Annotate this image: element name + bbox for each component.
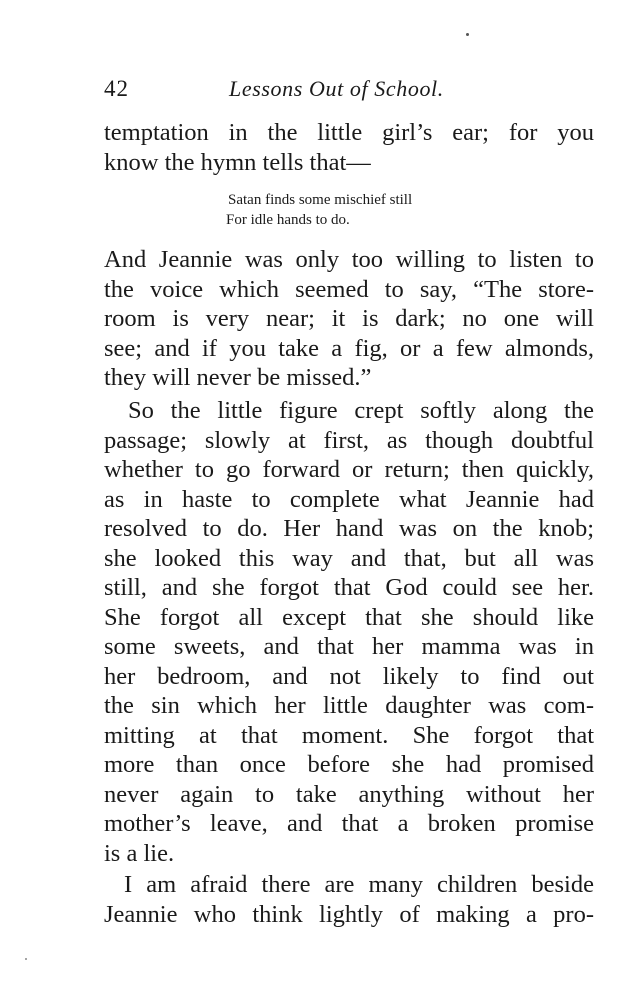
- text-line: know the hymn tells that—: [104, 148, 371, 176]
- running-title: Lessons Out of School.: [229, 76, 444, 101]
- text-line: She forgot all except that she should like: [104, 603, 594, 631]
- text-line: is a lie.: [104, 839, 175, 867]
- page-number: 42: [104, 76, 129, 101]
- text-line: mother’s leave, and that a broken promise: [104, 810, 594, 837]
- paragraph: [104, 870, 594, 929]
- text-line: I am afraid there are many children beside: [124, 871, 594, 898]
- verse-line: Satan finds some mischief still: [228, 192, 413, 208]
- page-speck: [466, 33, 469, 36]
- text-line: So the little figure crept softly along the: [128, 397, 594, 424]
- paragraph: [104, 245, 594, 393]
- text-line: see; and if you take a fig, or a few almonds,: [104, 334, 594, 362]
- text-line: some sweets, and that her mamma was in: [104, 633, 594, 660]
- text-line: her bedroom, and not likely to find out: [104, 662, 594, 690]
- text-line: more than once before she had promised: [104, 751, 594, 778]
- hymn-verse: [228, 190, 488, 230]
- text-line: she looked this way and that, but all was: [104, 544, 594, 572]
- text-line: the sin which her little daughter was com-: [104, 692, 594, 719]
- page-speck: [25, 958, 27, 960]
- text-line: whether to go forward or return; then quickly,: [104, 456, 594, 483]
- text-line: Jeannie who think lightly of making a pro-: [104, 900, 594, 928]
- text-line: room is very near; it is dark; no one will: [104, 305, 594, 332]
- text-line: they will never be missed.”: [104, 364, 372, 391]
- text-line: as in haste to complete what Jeannie had: [104, 485, 594, 513]
- text-line: And Jeannie was only too willing to listen to: [104, 246, 594, 273]
- text-line: still, and she forgot that God could see her.: [104, 574, 594, 601]
- opening-lines: [104, 118, 594, 177]
- text-line: never again to take anything without her: [104, 780, 594, 808]
- text-line: resolved to do. Her hand was on the knob;: [104, 515, 594, 542]
- text-line: the voice which seemed to say, “The store-: [104, 275, 594, 303]
- text-line: passage; slowly at first, as though doubtful: [104, 426, 594, 454]
- running-head: [104, 76, 598, 108]
- text-line: mitting at that moment. She forgot that: [104, 721, 594, 749]
- text-line: temptation in the little girl’s ear; for you: [104, 119, 594, 146]
- verse-line: For idle hands to do.: [226, 212, 350, 228]
- paragraph: [104, 396, 594, 868]
